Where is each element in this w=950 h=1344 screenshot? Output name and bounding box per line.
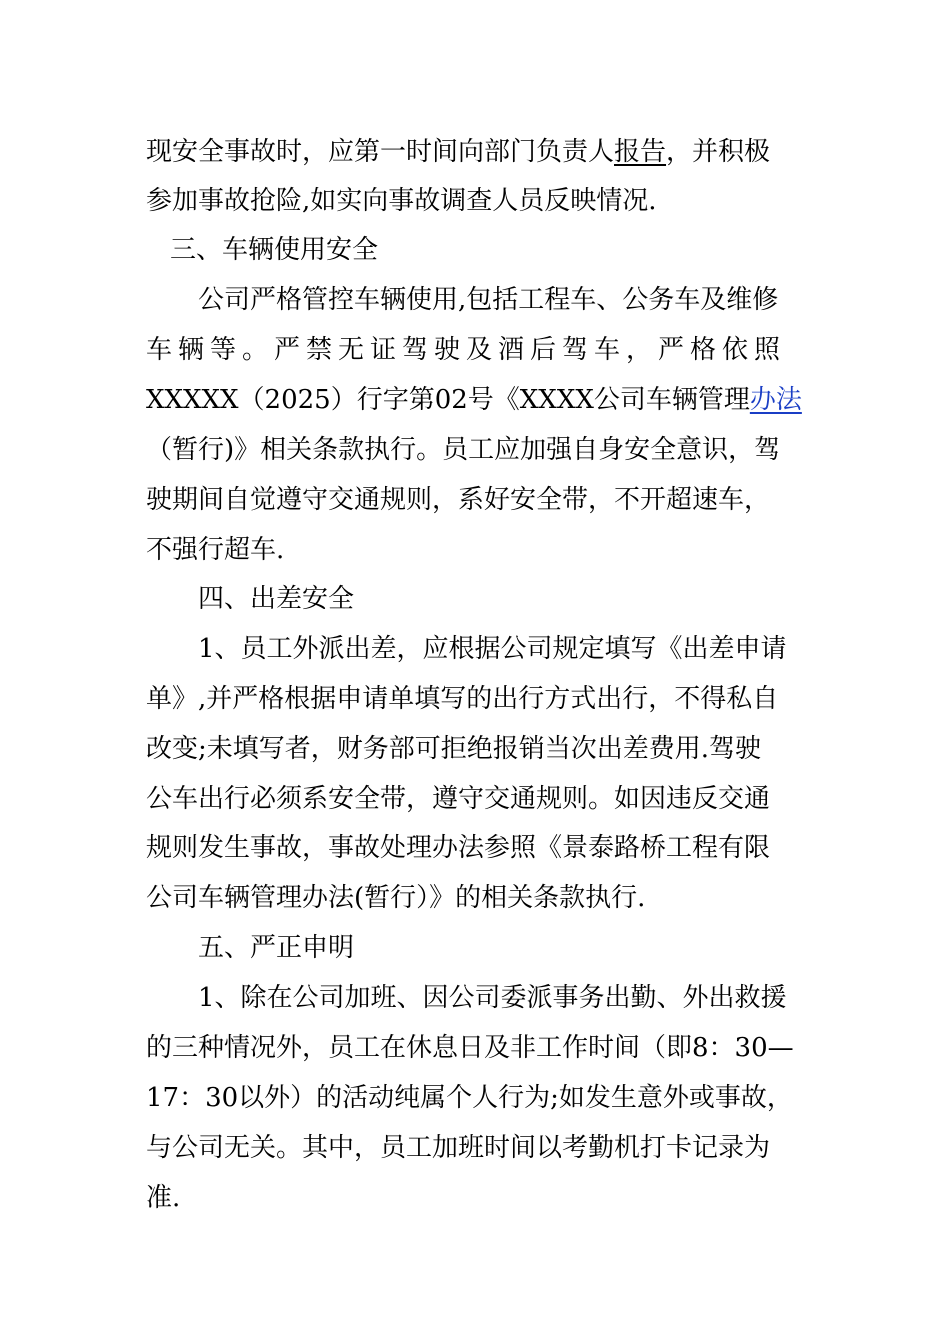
section-heading: 三、车辆使用安全 (170, 235, 379, 265)
paragraph-line: 公车出行必须系安全带，遵守交通规则。如因违反交通 (146, 784, 771, 814)
paragraph-line: 准. (146, 1183, 181, 1213)
paragraph-line: 的三种情况外，员工在休息日及非工作时间（即8：30— (146, 1033, 794, 1063)
paragraph-line: （暂行)》相关条款执行。员工应加强自身安全意识，驾 (146, 435, 781, 465)
measures-link[interactable]: 办法 (749, 385, 802, 415)
paragraph-line: 1、除在公司加班、因公司委派事务出勤、外出救援 (198, 983, 787, 1013)
paragraph-line (146, 136, 770, 168)
paragraph-line (146, 384, 802, 416)
underlined-text: 报告 (614, 137, 667, 167)
paragraph-line: 单》,并严格根据申请单填写的出行方式出行，不得私自 (146, 684, 779, 714)
paragraph-line: 公司严格管控车辆使用,包括工程车、公务车及维修 (198, 285, 779, 315)
paragraph-line: 驶期间自觉遵守交通规则，系好安全带，不开超速车， (146, 485, 771, 515)
paragraph-line: 车辆等。严禁无证驾驶及酒后驾车，严格依照 (146, 335, 787, 365)
section-heading: 五、严正申明 (198, 933, 355, 963)
paragraph-line: 规则发生事故，事故处理办法参照《景泰路桥工程有限 (146, 833, 771, 863)
paragraph-line: 与公司无关。其中，员工加班时间以考勤机打卡记录为 (146, 1133, 771, 1163)
paragraph-line: 17：30以外）的活动纯属个人行为;如发生意外或事故， (146, 1083, 793, 1113)
paragraph-line: 不强行超车. (146, 535, 285, 565)
paragraph-line: 改变;未填写者，财务部可拒绝报销当次出差费用.驾驶 (146, 734, 762, 764)
text-segment: XXXXX（2025）行字第02号《XXXX公司车辆管理 (146, 385, 750, 415)
paragraph-line: 参加事故抢险,如实向事故调查人员反映情况. (146, 186, 657, 216)
paragraph-line: 1、员工外派出差，应根据公司规定填写《出差申请 (198, 634, 787, 664)
text-segment: ，并积极 (666, 137, 771, 167)
text-segment: 现安全事故时，应第一时间向部门负责人 (146, 137, 615, 167)
section-heading: 四、出差安全 (198, 584, 355, 614)
paragraph-line: 公司车辆管理办法(暂行）》的相关条款执行. (146, 883, 646, 913)
